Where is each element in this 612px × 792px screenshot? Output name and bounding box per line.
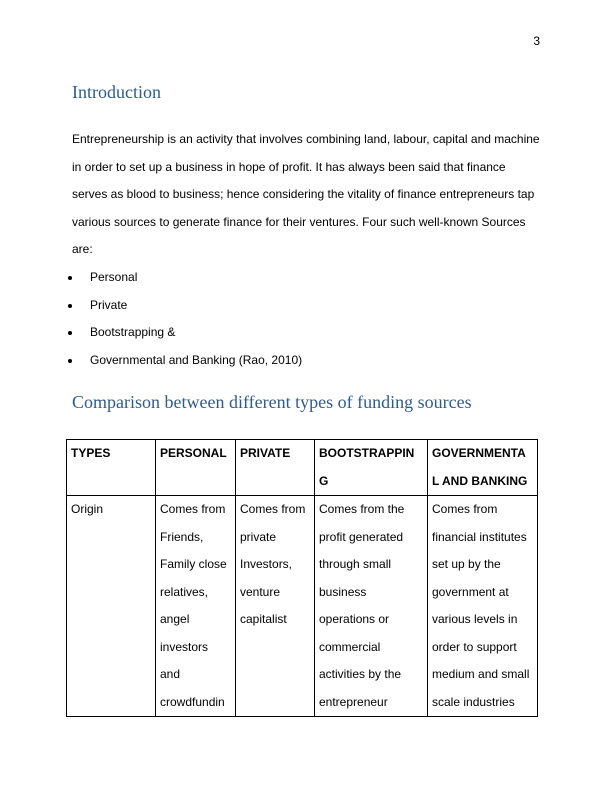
cell-line: capitalist: [240, 612, 287, 626]
cell-line: Comes from: [240, 502, 306, 516]
cell-private: [236, 496, 315, 717]
cell-line: operations or: [319, 612, 390, 626]
cell-line: BOOTSTRAPPIN: [319, 446, 415, 460]
cell-line: commercial: [319, 639, 381, 654]
introduction-heading: Introduction: [72, 82, 161, 102]
comparison-table: [66, 439, 538, 717]
comparison-heading: Comparison between different types of funding sources: [72, 392, 472, 412]
cell-bootstrapping: [315, 496, 428, 717]
bullet-icon: [68, 276, 72, 280]
cell-line: and: [160, 667, 181, 681]
cell-line: financial institutes: [432, 529, 527, 544]
cell-line: activities by the: [319, 667, 402, 681]
cell-line: Comes from the: [319, 502, 405, 516]
cell-line: Friends,: [160, 529, 204, 544]
cell-line: through small: [319, 557, 392, 571]
cell-line: scale industries: [432, 694, 515, 709]
cell-line: crowdfundin: [160, 694, 225, 709]
cell-line: private: [240, 529, 277, 544]
cell-line: venture: [240, 584, 281, 599]
cell-line: Investors,: [240, 557, 293, 571]
cell-line: angel: [160, 612, 190, 626]
cell-line: investors: [160, 639, 209, 654]
introduction-paragraph: Entrepreneurship is an activity that involves combining land, labour, capital and machine in order to set up a business in hope of profit. It has always been said that finance serves as blood to business; hence considering the vitality of finance entrepreneurs tap various sources to generate finance for their ventures. Four such well-known Sources are:: [72, 132, 540, 256]
cell-line: set up by the: [432, 557, 501, 571]
bullet-icon: [68, 359, 72, 363]
cell-line: order to support: [432, 639, 517, 654]
cell-line: Comes from: [160, 502, 226, 516]
cell-personal: [156, 496, 236, 717]
list-item-label: Governmental and Banking (Rao, 2010): [90, 352, 303, 367]
list-item-label: Personal: [90, 270, 138, 284]
list-item: [64, 347, 302, 375]
cell-line: GOVERNMENTA: [432, 446, 526, 460]
bullet-icon: [68, 331, 72, 335]
cell-line: business: [319, 584, 367, 599]
list-item-label: Private: [90, 297, 128, 312]
list-item-label: Bootstrapping &: [90, 325, 176, 339]
cell-line: profit generated: [319, 529, 404, 544]
cell-line: medium and small: [432, 667, 530, 681]
cell-line: relatives,: [160, 584, 209, 599]
cell-line: G: [319, 473, 329, 488]
funding-sources-list: [64, 264, 302, 374]
cell-line: PERSONAL: [160, 446, 227, 460]
cell-line: PRIVATE: [240, 446, 291, 460]
bullet-icon: [68, 304, 72, 308]
cell-line: Comes from: [432, 502, 498, 516]
cell-line: various levels in: [432, 612, 518, 626]
cell-line: L AND BANKING: [432, 473, 528, 488]
cell-line: government at: [432, 584, 509, 599]
list-item: [64, 319, 302, 347]
list-item: [64, 264, 302, 292]
header-personal: [156, 440, 236, 496]
table-header-row: [67, 440, 538, 496]
cell-line: entrepreneur: [319, 694, 388, 709]
cell-governmental-banking: [428, 496, 538, 717]
cell-line: Family close: [160, 557, 227, 571]
header-governmental-banking: [428, 440, 538, 496]
page-number: 3: [533, 34, 540, 48]
header-types: [67, 440, 156, 496]
table-row: [67, 496, 538, 717]
cell-origin-label: [67, 496, 156, 717]
cell-line: Origin: [71, 502, 104, 516]
list-item: [64, 292, 302, 320]
header-bootstrapping: [315, 440, 428, 496]
cell-line: TYPES: [71, 446, 111, 460]
header-private: [236, 440, 315, 496]
